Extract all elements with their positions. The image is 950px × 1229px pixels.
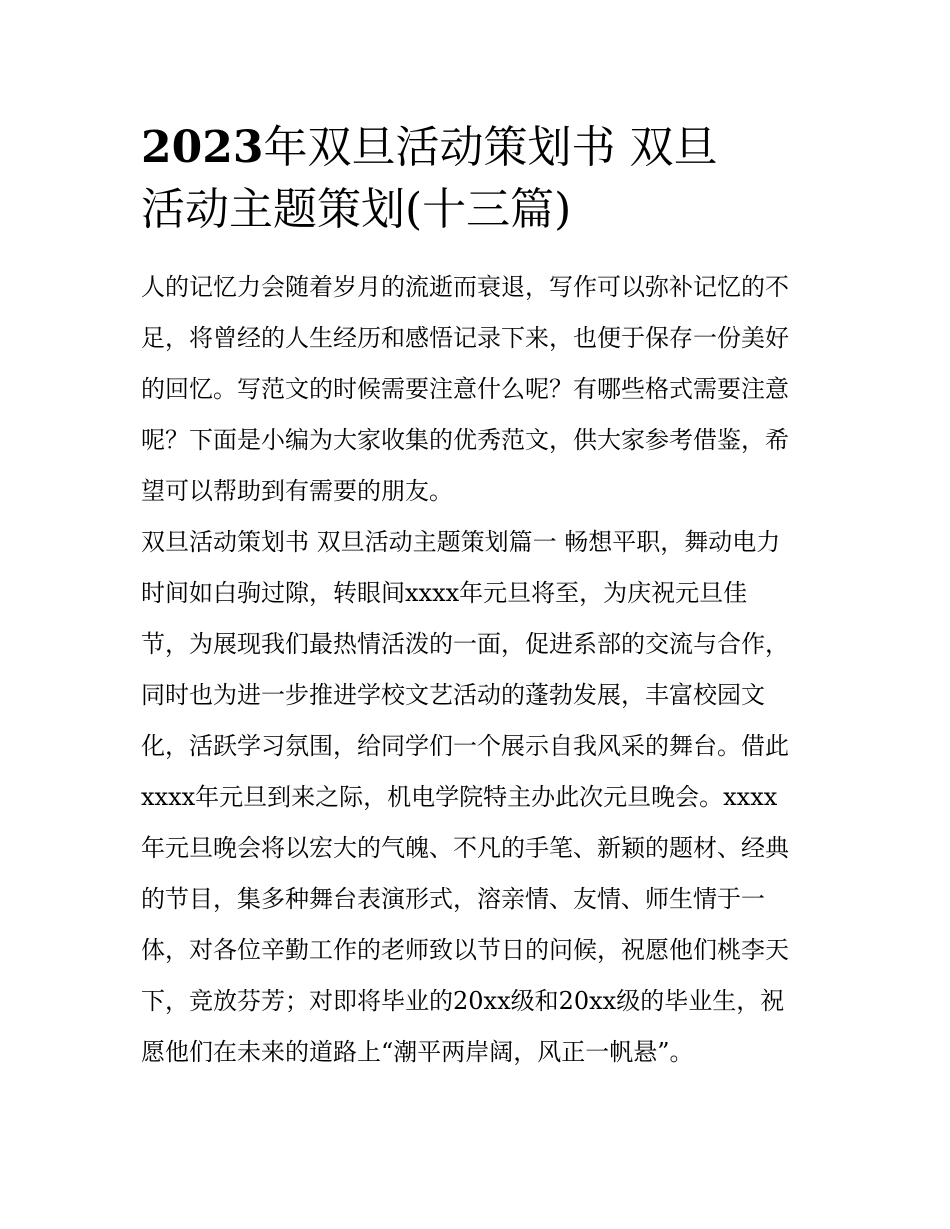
- intro-line: 人的记忆力会随着岁月的流逝而衰退，写作可以弥补记忆的不: [141, 273, 789, 301]
- document-page: [141, 117, 821, 1078]
- section-heading-text: 双旦活动策划书 双旦活动主题策划篇一 畅想平职，舞动电力: [141, 528, 781, 556]
- body-line: 的节目，集多种舞台表演形式，溶亲情、友情、师生情于一: [141, 885, 765, 913]
- title-line-1: 2023年双旦活动策划书 双旦: [141, 122, 718, 173]
- intro-paragraph: [141, 262, 821, 517]
- section-heading: [141, 517, 821, 568]
- title-line-2: 活动主题策划(十三篇): [141, 184, 572, 235]
- body-line: 体，对各位辛勤工作的老师致以节日的问候，祝愿他们桃李天: [141, 936, 789, 964]
- body-line: 节，为展现我们最热情活泼的一面，促进系部的交流与合作，: [141, 630, 789, 658]
- intro-line: 望可以帮助到有需要的朋友。: [141, 477, 453, 505]
- body-line: 愿他们在未来的道路上“潮平两岸阔，风正一帆悬”。: [141, 1038, 694, 1066]
- body-line: 时间如白驹过隙，转眼间xxxx年元旦将至，为庆祝元旦佳: [141, 579, 748, 607]
- body-paragraph: [141, 568, 821, 1078]
- body-line: 下，竞放芬芳；对即将毕业的20xx级和20xx级的毕业生，祝: [141, 987, 785, 1015]
- body-line: 化，活跃学习氛围，给同学们一个展示自我风采的舞台。借此: [141, 732, 789, 760]
- body-line: 年元旦晚会将以宏大的气魄、不凡的手笔、新颖的题材、经典: [141, 834, 789, 862]
- document-title: [141, 117, 821, 241]
- intro-line: 足，将曾经的人生经历和感悟记录下来，也便于保存一份美好: [141, 324, 789, 352]
- intro-line: 的回忆。写范文的时候需要注意什么呢？有哪些格式需要注意: [141, 375, 789, 403]
- body-line: 同时也为进一步推进学校文艺活动的蓬勃发展，丰富校园文: [141, 681, 765, 709]
- intro-line: 呢？下面是小编为大家收集的优秀范文，供大家参考借鉴，希: [141, 426, 789, 454]
- body-line: xxxx年元旦到来之际，机电学院特主办此次元旦晚会。xxxx: [141, 783, 778, 811]
